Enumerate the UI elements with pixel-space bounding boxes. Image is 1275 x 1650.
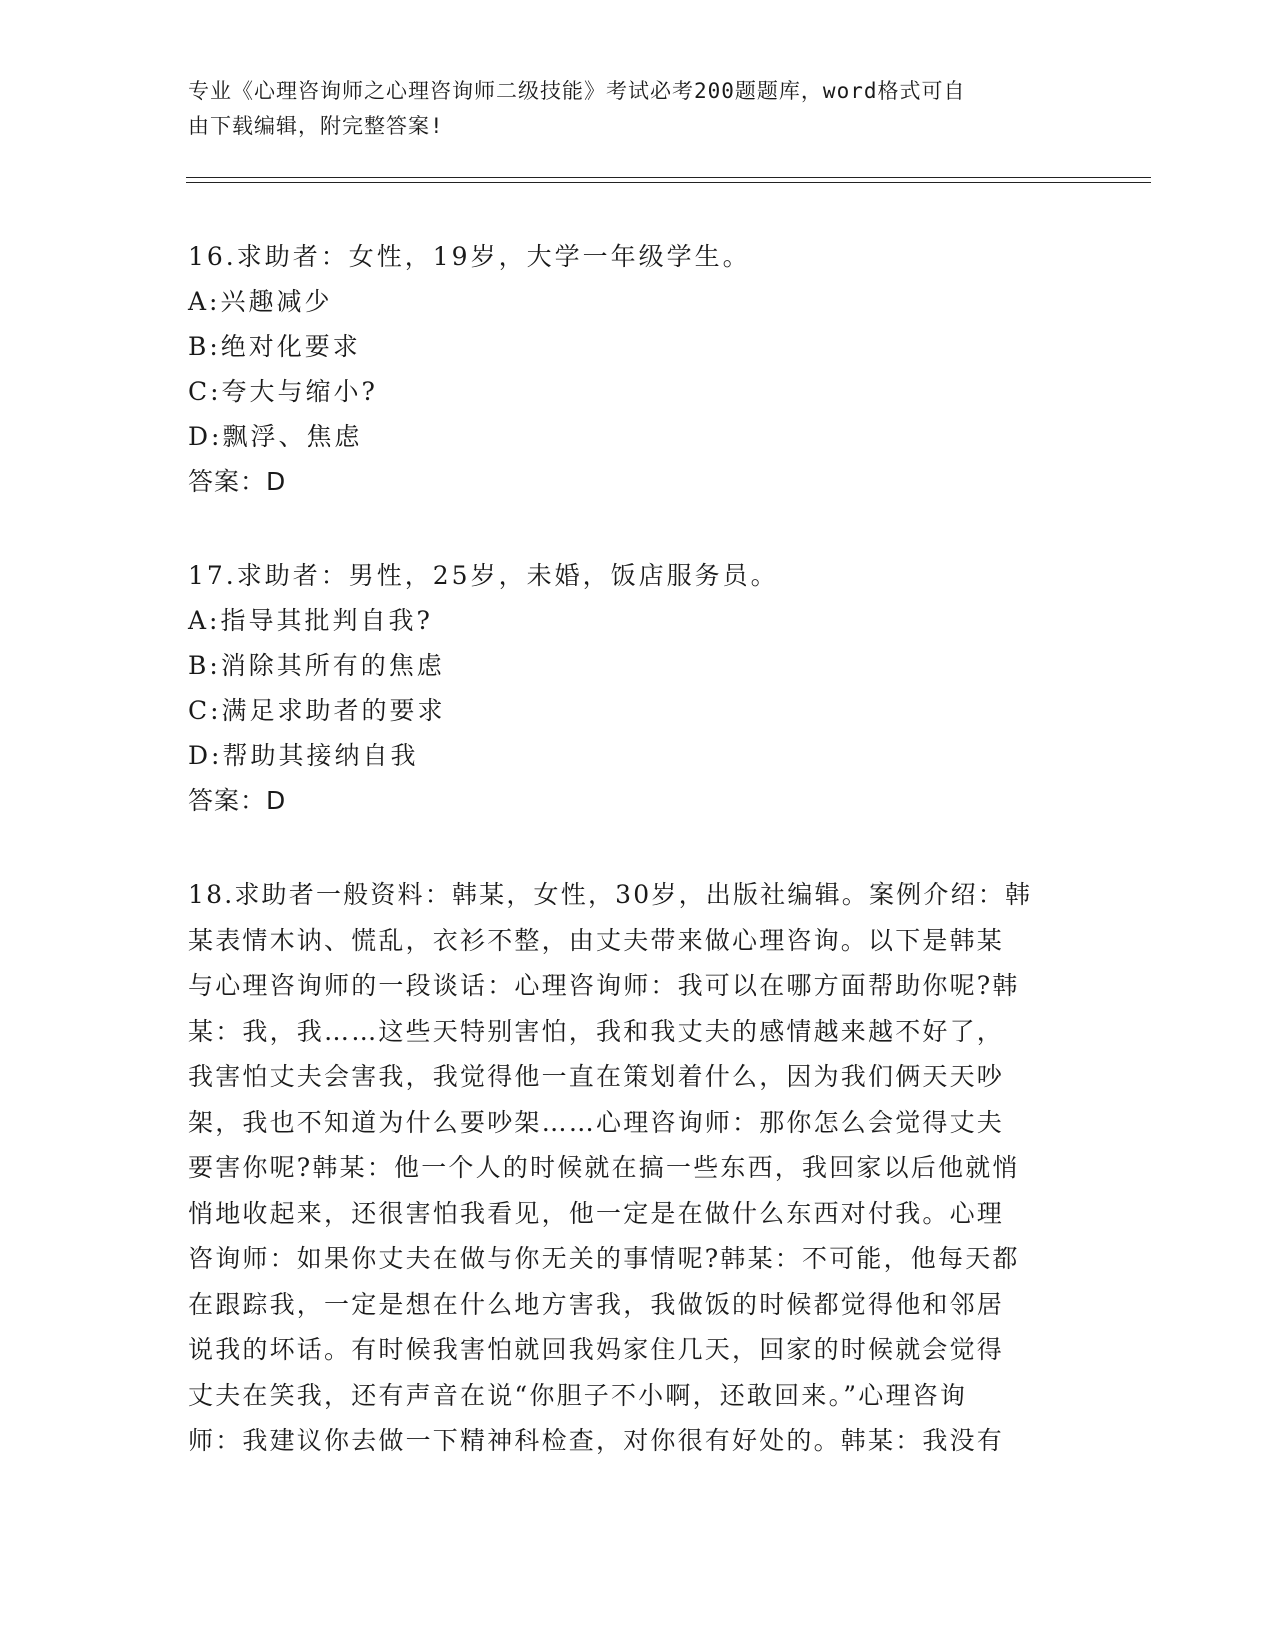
stem-line: 师：我建议你去做一下精神科检查，对你很有好处的。韩某：我没有 [188, 1426, 1005, 1455]
stem-line: 要害你呢?韩某：他一个人的时候就在搞一些东西，我回家以后他就悄 [188, 1153, 1020, 1182]
question-16 [188, 234, 1088, 504]
answer: 答案：D [188, 786, 287, 815]
stem-line: 咨询师：如果你丈夫在做与你无关的事情呢?韩某：不可能，他每天都 [188, 1244, 1020, 1273]
question-stem [188, 872, 1083, 1464]
header-divider-bottom [186, 182, 1151, 183]
option-d: D:帮助其接纳自我 [188, 741, 419, 770]
document-header [188, 74, 1068, 144]
stem-line: 悄地收起来，还很害怕我看见，他一定是在做什么东西对付我。心理 [188, 1198, 1005, 1228]
option-b: B:绝对化要求 [188, 332, 361, 361]
question-17 [188, 553, 1088, 823]
option-b: B:消除其所有的焦虑 [188, 651, 445, 680]
stem-line: 我害怕丈夫会害我，我觉得他一直在策划着什么，因为我们俩天天吵 [188, 1062, 1005, 1091]
stem-line: 在跟踪我，一定是想在什么地方害我，我做饭的时候都觉得他和邻居 [188, 1289, 1005, 1319]
option-c: C:夸大与缩小? [188, 377, 378, 406]
stem-line: 架，我也不知道为什么要吵架……心理咨询师：那你怎么会觉得丈夫 [188, 1107, 1005, 1137]
question-stem: 17.求助者：男性，25岁，未婚，饭店服务员。 [188, 561, 779, 590]
option-c: C:满足求助者的要求 [188, 696, 446, 725]
header-line-1: 专业《心理咨询师之心理咨询师二级技能》考试必考200题题库，word格式可自 [188, 79, 966, 103]
stem-line: 说我的坏话。有时候我害怕就回我妈家住几天，回家的时候就会觉得 [188, 1335, 1005, 1364]
question-18 [188, 872, 1088, 1464]
option-a: A:指导其批判自我? [188, 606, 433, 635]
stem-line: 某：我，我……这些天特别害怕，我和我丈夫的感情越来越不好了， [188, 1016, 1005, 1046]
answer: 答案：D [188, 467, 287, 496]
option-d: D:飘浮、焦虑 [188, 422, 363, 451]
stem-line: 丈夫在笑我，还有声音在说“你胆子不小啊，还敢回来。”心理咨询 [188, 1380, 968, 1410]
header-divider-top [186, 177, 1151, 178]
stem-line: 与心理咨询师的一段谈话：心理咨询师：我可以在哪方面帮助你呢?韩 [188, 971, 1020, 1000]
option-a: A:兴趣减少 [188, 287, 333, 316]
header-line-2: 由下载编辑，附完整答案! [188, 114, 444, 138]
stem-line: 某表情木讷、慌乱，衣衫不整，由丈夫带来做心理咨询。以下是韩某 [188, 925, 1005, 955]
stem-line: 18.求助者一般资料：韩某，女性，30岁，出版社编辑。案例介绍：韩 [188, 880, 1033, 909]
question-stem: 16.求助者：女性，19岁，大学一年级学生。 [188, 242, 751, 271]
